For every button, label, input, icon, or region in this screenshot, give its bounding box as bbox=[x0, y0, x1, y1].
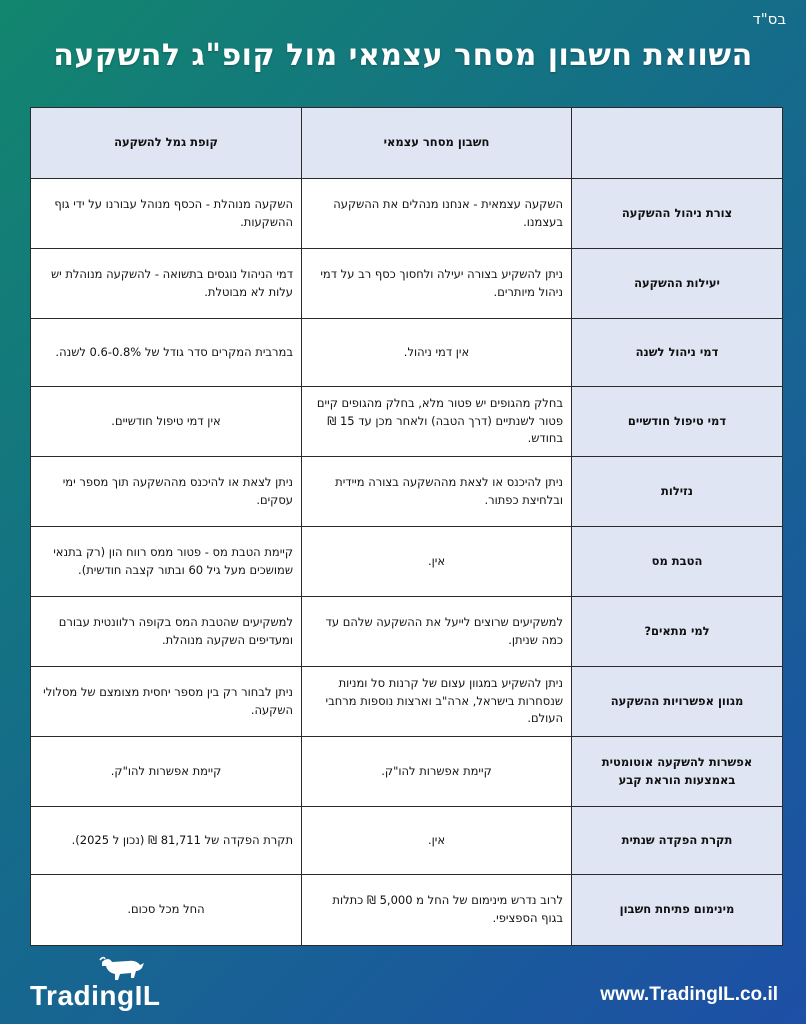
row-kupa-value: קיימת אפשרות להו"ק. bbox=[31, 737, 302, 807]
column-header-kupat-gemel: קופת גמל להשקעה bbox=[31, 108, 302, 179]
website-link[interactable]: www.TradingIL.co.il bbox=[600, 984, 778, 1005]
row-self-value: אין. bbox=[302, 807, 572, 875]
row-feature: תקרת הפקדה שנתית bbox=[572, 807, 783, 875]
row-self-value: בחלק מהגופים יש פטור מלא, בחלק מהגופים קיים פטור לשנתיים (דרך הטבה) ולאחר מכן עד 15 ₪ בחודש. bbox=[302, 387, 572, 457]
table-row bbox=[31, 387, 783, 457]
row-feature: דמי ניהול לשנה bbox=[572, 319, 783, 387]
row-kupa-value: החל מכל סכום. bbox=[31, 875, 302, 946]
table-row bbox=[31, 597, 783, 667]
tradingil-logo[interactable] bbox=[30, 956, 180, 1014]
row-feature: אפשרות להשקעה אוטומטית באמצעות הוראת קבע bbox=[572, 737, 783, 807]
row-kupa-value: ניתן לבחור רק בין מספר יחסית מצומצם של מסלולי השקעה. bbox=[31, 667, 302, 737]
row-kupa-value: ניתן לצאת או להיכנס מההשקעה תוך מספר ימי עסקים. bbox=[31, 457, 302, 527]
table-row bbox=[31, 249, 783, 319]
row-self-value: לרוב נדרש מינימום של החל מ 5,000 ₪ כתלות בגוף הספציפי. bbox=[302, 875, 572, 946]
row-self-value: למשקיעים שרוצים לייעל את ההשקעה שלהם עד כמה שניתן. bbox=[302, 597, 572, 667]
table-row bbox=[31, 875, 783, 946]
row-feature: צורת ניהול ההשקעה bbox=[572, 179, 783, 249]
bull-icon bbox=[98, 956, 146, 982]
row-self-value: אין. bbox=[302, 527, 572, 597]
table-row bbox=[31, 737, 783, 807]
page-title: השוואת חשבון מסחר עצמאי מול קופ"ג להשקעה bbox=[53, 38, 753, 73]
table-row bbox=[31, 807, 783, 875]
logo-text: TradingIL bbox=[30, 980, 161, 1011]
row-self-value: אין דמי ניהול. bbox=[302, 319, 572, 387]
row-self-value: קיימת אפשרות להו"ק. bbox=[302, 737, 572, 807]
table-row bbox=[31, 527, 783, 597]
row-feature: יעילות ההשקעה bbox=[572, 249, 783, 319]
row-feature: מינימום פתיחת חשבון bbox=[572, 875, 783, 946]
row-kupa-value: תקרת הפקדה של 81,711 ₪ (נכון ל 2025). bbox=[31, 807, 302, 875]
column-header-feature bbox=[572, 108, 783, 179]
row-kupa-value: במרבית המקרים סדר גודל של 0.6-0.8% לשנה. bbox=[31, 319, 302, 387]
row-self-value: ניתן להשקיע במגוון עצום של קרנות סל ומניות שנסחרות בישראל, ארה"ב וארצות נוספות מרחבי העולם. bbox=[302, 667, 572, 737]
row-feature: למי מתאים? bbox=[572, 597, 783, 667]
row-self-value: ניתן להיכנס או לצאת מההשקעה בצורה מיידית ובלחיצת כפתור. bbox=[302, 457, 572, 527]
row-kupa-value: אין דמי טיפול חודשיים. bbox=[31, 387, 302, 457]
row-kupa-value: למשקיעים שהטבת המס בקופה רלוונטית עבורם ומעדיפים השקעה מנוהלת. bbox=[31, 597, 302, 667]
table-header-row bbox=[31, 108, 783, 179]
row-kupa-value: השקעה מנוהלת - הכסף מנוהל עבורנו על ידי גוף ההשקעות. bbox=[31, 179, 302, 249]
row-feature: הטבת מס bbox=[572, 527, 783, 597]
row-self-value: ניתן להשקיע בצורה יעילה ולחסוך כסף רב על דמי ניהול מיותרים. bbox=[302, 249, 572, 319]
row-feature: נזילות bbox=[572, 457, 783, 527]
table-row bbox=[31, 667, 783, 737]
row-kupa-value: קיימת הטבת מס - פטור ממס רווח הון (רק בתנאי שמושכים מעל גיל 60 ובתור קצבה חודשית). bbox=[31, 527, 302, 597]
row-feature: מגוון אפשרויות ההשקעה bbox=[572, 667, 783, 737]
table-row bbox=[31, 179, 783, 249]
comparison-table bbox=[30, 107, 783, 946]
table-row bbox=[31, 457, 783, 527]
row-self-value: השקעה עצמאית - אנחנו מנהלים את ההשקעה בעצמנו. bbox=[302, 179, 572, 249]
bsd-label: בס"ד bbox=[752, 10, 786, 28]
row-feature: דמי טיפול חודשיים bbox=[572, 387, 783, 457]
column-header-self-trading: חשבון מסחר עצמאי bbox=[302, 108, 572, 179]
table-row bbox=[31, 319, 783, 387]
row-kupa-value: דמי הניהול נוגסים בתשואה - להשקעה מנוהלת יש עלות לא מבוטלת. bbox=[31, 249, 302, 319]
